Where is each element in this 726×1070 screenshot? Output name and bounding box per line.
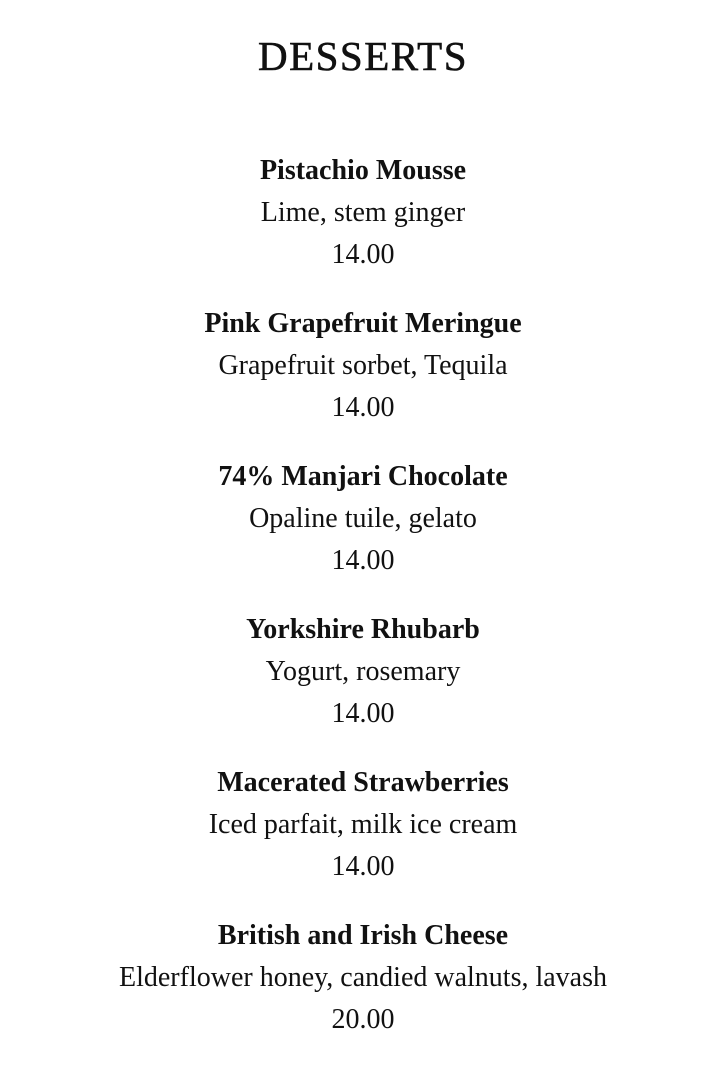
menu-page bbox=[8, 0, 718, 1068]
item-description: Elderflower honey, candied walnuts, lavash bbox=[118, 962, 608, 993]
item-description: Grapefruit sorbet, Tequila bbox=[218, 350, 508, 381]
item-name: Macerated Strawberries bbox=[217, 767, 509, 798]
item-price: 14.00 bbox=[331, 698, 395, 729]
item-name: Pink Grapefruit Meringue bbox=[204, 308, 522, 339]
item-name: British and Irish Cheese bbox=[217, 920, 509, 951]
menu-item bbox=[8, 915, 718, 1068]
item-name: Yorkshire Rhubarb bbox=[246, 614, 480, 645]
item-price: 14.00 bbox=[331, 239, 395, 270]
item-name: 74% Manjari Chocolate bbox=[218, 461, 508, 492]
menu-item bbox=[8, 150, 718, 303]
item-description: Opaline tuile, gelato bbox=[249, 503, 477, 534]
menu-item bbox=[8, 303, 718, 456]
item-price: 14.00 bbox=[331, 545, 395, 576]
item-price: 20.00 bbox=[331, 1004, 395, 1035]
menu-item bbox=[8, 762, 718, 915]
item-name: Pistachio Mousse bbox=[259, 155, 467, 186]
menu-title: DESSERTS bbox=[257, 33, 469, 79]
menu-item bbox=[8, 609, 718, 762]
item-price: 14.00 bbox=[331, 851, 395, 882]
item-description: Iced parfait, milk ice cream bbox=[208, 809, 518, 840]
item-description: Lime, stem ginger bbox=[260, 197, 466, 228]
item-description: Yogurt, rosemary bbox=[265, 656, 461, 687]
dessert-list bbox=[8, 150, 718, 1068]
menu-item bbox=[8, 456, 718, 609]
item-price: 14.00 bbox=[331, 392, 395, 423]
